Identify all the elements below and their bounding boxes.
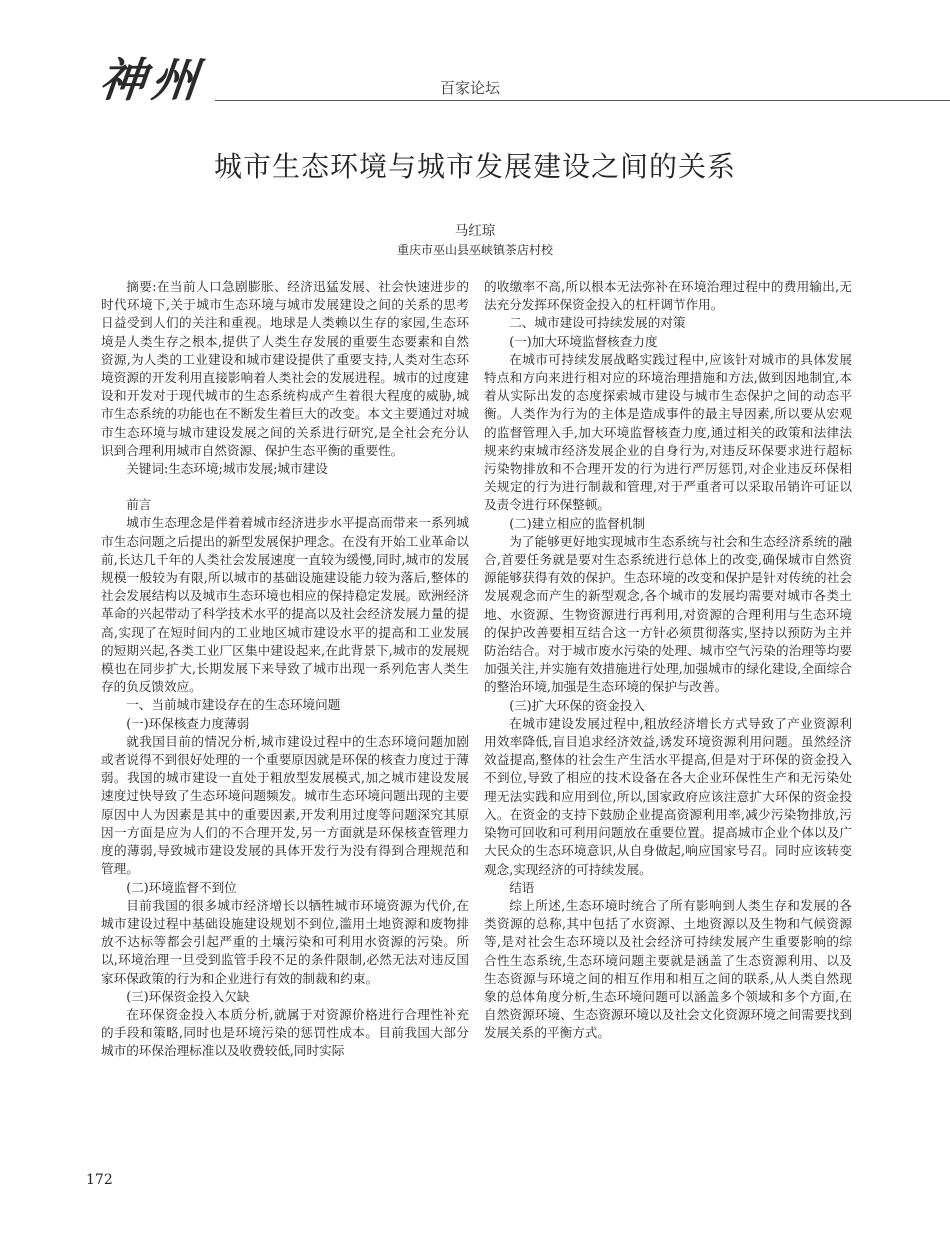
header-divider	[215, 100, 950, 101]
subsection-heading: (三)扩大环保的资金投入	[509, 697, 645, 713]
section-heading: 前言	[126, 497, 152, 513]
section-heading: 结语	[509, 879, 535, 895]
paragraph: 在环保资金投入本质分析,就属于对资源价格进行合理性补充的手段和策略,同时也是环境污染的惩罚性成本。目前我国大部分城市的环保治理标准以及收费较低,同时实际	[101, 1006, 469, 1059]
paragraph: 的收缴率不高,所以根本无法弥补在环境治理过程中的费用输出,无法充分发挥环保资金投入的杠杆调节作用。	[484, 279, 852, 313]
author-affiliation: 重庆市巫山县巫峡镇茶店村校	[396, 243, 553, 257]
page-number: 172	[86, 1172, 113, 1188]
paragraph: 目前我国的很多城市经济增长以牺牲城市环境资源为代价,在城市建设过程中基础设施建设规划不到位,滥用土地资源和废物排放不达标等都会引起严重的土壤污染和可利用水资源的污染。所以,环境治理一旦受到监管手段不足的条件限制,必然无法对违反国家环保政策的行为和企业进行有效的制裁和约束。	[101, 897, 469, 986]
subsection-heading: (二)建立相应的监督机制	[509, 515, 645, 531]
subsection-heading: (一)加大环境监督核查力度	[509, 333, 658, 349]
article-title: 城市生态环境与城市发展建设之间的关系	[213, 150, 736, 183]
subsection-heading: (三)环保资金投入欠缺	[126, 988, 250, 1004]
journal-logo: 神州	[96, 53, 207, 107]
paragraph: 城市生态理念是伴着着城市经济进步水平提高而带来一系列城市生态问题之后提出的新型发展保护理念。在没有开始工业革命以前,长达几千年的人类社会发展速度一直较为缓慢,同时,城市的发展规模一般较为有限,所以城市的基础设施建设能力较为落后,整体的社会发展结构以及城市生态环境也相应的保持稳定发展。欧洲经济革命的兴起带动了科学技术水平的提高以及社会经济发展力量的提高,实现了在短时间内的工业地区城市建设水平的提高和工业发展的短期兴起,各类工业厂区集中建设起来,在此背景下,城市的发展规模也在同步扩大,长期发展下来导致了城市出现一系列危害人类生存的负反馈效应。	[101, 515, 469, 695]
author-name: 马红琼	[454, 223, 496, 239]
column-name: 百家论坛	[440, 79, 501, 97]
left-column	[101, 278, 469, 1061]
subsection-heading: (二)环境监督不到位	[126, 879, 237, 895]
paragraph: 就我国目前的情况分析,城市建设过程中的生态环境问题加剧或者说得不到很好处理的一个重要原因就是环保的核查力度过于薄弱。我国的城市建设一直处于粗放型发展模式,加之城市建设发展速度过快导致了生态环境问题频发。城市生态环境问题出现的主要原因中人为因素是其中的重要因素,开发利用过度等问题深究其原因一方面是应为人们的不合理开发,另一方面就是环保核查管理力度的薄弱,导致城市建设发展的具体开发行为没有得到合理规范和管理。	[101, 733, 469, 877]
subsection-heading: (一)环保核查力度薄弱	[126, 715, 250, 731]
section-heading: 一、当前城市建设存在的生态环境问题	[126, 697, 341, 713]
abstract: 摘要:在当前人口急剧膨胀、经济迅猛发展、社会快速进步的时代环境下,关于城市生态环境与城市发展建设之间的关系的思考日益受到人们的关注和重视。地球是人类赖以生存的家园,生态环境是人类生存之根本,提供了人类生存发展的重要生态要素和自然资源,为人类的工业建设和城市建设提供了重要支持,人类对生态环境资源的开发利用直接影响着人类社会的发展进程。城市的过度建设和开发对于现代城市的生态系统构成产生着很大程度的威胁,城市生态系统的功能也在不断发生着巨大的改变。本文主要通过对城市生态环境与城市建设发展之间的关系进行研究,是全社会充分认识到合理利用城市自然资源、保护生态平衡的重要性。	[101, 279, 469, 458]
paragraph: 在城市可持续发展战略实践过程中,应该针对城市的具体发展特点和方向来进行相对应的环境治理措施和方法,做到因地制宜,本着从实际出发的态度探索城市建设与城市生态保护之间的动态平衡。人类作为行为的主体是造成事件的最主导因素,所以要从宏观的监督管理入手,加大环境监督核查力度,通过相关的政策和法律法规来约束城市经济发展企业的自身行为,对违反环保要求进行超标污染物排放和不合理开发的行为进行严厉惩罚,对企业违反环保相关规定的行为进行制裁和管理,对于严重者可以采取吊销许可证以及责令进行环保整顿。	[484, 351, 852, 513]
section-heading: 二、城市建设可持续发展的对策	[509, 315, 686, 331]
right-column	[484, 278, 852, 1043]
paragraph: 综上所述,生态环境时统合了所有影响到人类生存和发展的各类资源的总称,其中包括了水资源、土地资源以及生物和气候资源等,是对社会生态环境以及社会经济可持续发展产生重要影响的综合性生态系统,生态环境问题主要就是涵盖了生态资源利用、以及生态资源与环境之间的相互作用和相互之间的联系,从人类自然现象的总体角度分析,生态环境问题可以涵盖多个领域和多个方面,在自然资源环境、生态资源环境以及社会文化资源环境之间需要找到发展关系的平衡方式。	[484, 897, 852, 1041]
keywords: 关键词:生态环境;城市发展;城市建设	[126, 461, 328, 477]
paragraph: 在城市建设发展过程中,粗放经济增长方式导致了产业资源利用效率降低,盲目追求经济效益,诱发环境资源利用问题。虽然经济效益提高,整体的社会生产生活水平提高,但是对于环保的资金投入不到位,导致了相应的技术设备在各大企业环保性生产和无污染处理无法实践和应用到位,所以,国家政府应该注意扩大环保的资金投入。在资金的支持下鼓励企业提高资源利用率,减少污染物排放,污染物可回收和可利用问题放在重要位置。提高城市企业个体以及广大民众的生态环境意识,从自身做起,响应国家号召。同时应该转变观念,实现经济的可持续发展。	[484, 715, 852, 877]
paragraph: 为了能够更好地实现城市生态系统与社会和生态经济系统的融合,首要任务就是要对生态系统进行总体上的改变,确保城市自然资源能够获得有效的保护。生态环境的改变和保护是针对传统的社会发展观念而产生的新型观念,各个城市的发展均需要对城市各类土地、水资源、生物资源进行再利用,对资源的合理利用与生态环境的保护改善要相互结合这一方针必须贯彻落实,坚持以预防为主并防治结合。对于城市废水污染的处理、城市空气污染的治理等均要加强关注,并实施有效措施进行处理,加强城市的绿化建设,全面综合的整治环境,加强是生态环境的保护与改善。	[484, 533, 852, 695]
